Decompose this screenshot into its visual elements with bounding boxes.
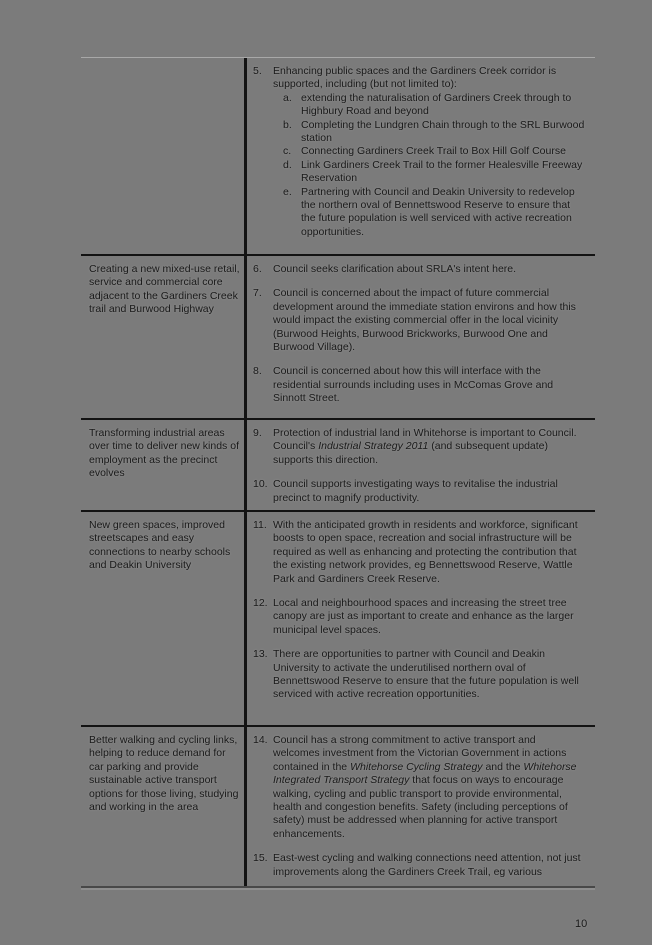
sub-item (283, 145, 585, 158)
text-run: that focus on ways to encourage walking, cycling and public transport to provide environmental, health and congestion benefits. Safety (including perceptions of safety) must be addressed when planning for active transport enhancements. (273, 774, 568, 840)
response-text (273, 65, 585, 239)
sub-item-text: Partnering with Council and Deakin University to redevelop the northern oval of Bennettswood Reserve to ensure that the future population is well serviced with active recreation opportunities. (301, 185, 575, 238)
sub-item (283, 92, 585, 119)
response-item (253, 365, 585, 405)
sub-item (283, 186, 585, 240)
response-text (273, 519, 585, 586)
text-run: Council is concerned about the impact of future commercial development around the immediate station environs and how this would impact the existing commercial offer in the local vicinity (Burwood Heights, Burwood Brickworks, Burwood One and Burwood Village). (273, 287, 576, 354)
theme-text: Transforming industrial areas over time to deliver new kinds of employment as the precinct evolves (89, 427, 239, 480)
response-text (273, 478, 585, 505)
text-run: Protection of industrial land in Whitehorse is important to Council. Council's (273, 427, 577, 453)
text-run: With the anticipated growth in residents and workforce, significant boosts to open space, recreation and social infrastructure will be required as well as enhancing and protecting the contribution that the existing network provides, eg Bennettswood Reserve, Wattle Park and Gardiners Creek Reserve. (273, 519, 578, 585)
sub-item-text: extending the naturalisation of Gardiners Creek through to Highbury Road and beyond (301, 91, 572, 118)
response-number: 15. (253, 852, 268, 865)
sub-item-text: Connecting Gardiners Creek Trail to Box Hill Golf Course (301, 145, 566, 158)
sub-item (283, 159, 585, 186)
response-item (253, 519, 585, 586)
response-number: 6. (253, 263, 262, 275)
theme-cell (81, 256, 247, 418)
text-run: There are opportunities to partner with Council and Deakin University to activate the underutilised northern oval of Bennettswood Reserve to ensure that the future population is well serviced with active recreation opportunities. (273, 648, 579, 701)
sub-item-letter: e. (283, 185, 292, 198)
table-row (81, 254, 595, 418)
response-table (81, 57, 595, 888)
response-text (273, 365, 585, 405)
response-item (253, 427, 585, 467)
text-run: Local and neighbourhood spaces and increasing the street tree canopy are just as important to create and enhance as the larger municipal level spaces. (273, 597, 574, 636)
response-item (253, 478, 585, 505)
theme-cell (81, 727, 247, 886)
italic-run: Industrial Strategy 2011 (318, 440, 429, 453)
response-number: 9. (253, 427, 262, 439)
text-run: Council is concerned about how this will interface with the residential surrounds including uses in McComas Grove and Sinnott Street. (273, 365, 554, 405)
theme-cell (81, 512, 247, 725)
text-run: and the (482, 760, 524, 773)
response-text (273, 427, 585, 467)
sub-item-letter: c. (283, 145, 292, 158)
response-number: 12. (253, 597, 268, 610)
sub-list (283, 92, 585, 239)
table-row (81, 418, 595, 510)
response-item (253, 734, 585, 841)
table-row (81, 58, 595, 254)
response-item (253, 65, 585, 239)
response-item (253, 263, 585, 276)
response-item (253, 597, 585, 637)
responses-cell (247, 512, 595, 725)
sub-item-text: Completing the Lundgren Chain through to the SRL Burwood station (301, 118, 585, 145)
response-item (253, 287, 585, 354)
text-run: (and subsequent update) supports this direction. (273, 440, 549, 466)
response-number: 10. (253, 478, 268, 491)
italic-run: Whitehorse Cycling Strategy (350, 760, 483, 773)
response-number: 14. (253, 734, 268, 746)
page-number: 10 (575, 918, 588, 930)
table-row (81, 725, 595, 886)
responses-cell (247, 420, 595, 510)
text-run: East-west cycling and walking connections need attention, not just improvements along the Gardiners Creek Trail, eg various (273, 852, 581, 878)
text-run: Council has a strong commitment to active transport and welcomes investment from the Victorian Government in actions contained in the (273, 734, 567, 773)
text-run: Council supports investigating ways to revitalise the industrial precinct to magnify productivity. (273, 478, 558, 504)
theme-cell (81, 420, 247, 510)
theme-text: Creating a new mixed-use retail, service and commercial core adjacent to the Gardiners Creek trail and Burwood Highway (89, 263, 240, 316)
responses-cell (247, 58, 595, 254)
response-number: 5. (253, 65, 262, 77)
table-row (81, 510, 595, 725)
theme-text: Better walking and cycling links, helping to reduce demand for car parking and provide sustainable active transport options for those living, studying and working in the area (89, 734, 239, 814)
theme-text: New green spaces, improved streetscapes and easy connections to nearby schools and Deakin University (89, 519, 231, 572)
response-text (273, 287, 585, 354)
response-number: 13. (253, 648, 268, 661)
response-text (273, 597, 585, 637)
text-run: Enhancing public spaces and the Gardiners Creek corridor is supported, including (but not limited to): (273, 65, 557, 91)
responses-cell (247, 727, 595, 886)
sub-item-letter: a. (283, 91, 292, 104)
text-run: Council seeks clarification about SRLA's intent here. (273, 263, 517, 275)
response-item (253, 852, 585, 879)
sub-item (283, 119, 585, 146)
response-number: 8. (253, 365, 262, 378)
sub-item-letter: d. (283, 158, 292, 171)
response-number: 11. (253, 519, 267, 531)
response-number: 7. (253, 287, 262, 300)
response-text (273, 852, 585, 879)
response-text (273, 263, 585, 276)
responses-cell (247, 256, 595, 418)
sub-item-text: Link Gardiners Creek Trail to the former Healesville Freeway Reservation (301, 158, 583, 185)
italic-run: Whitehorse Integrated Transport Strategy (273, 760, 577, 787)
theme-cell (81, 58, 247, 254)
sub-item-letter: b. (283, 118, 292, 131)
response-text (273, 648, 585, 702)
response-text (273, 734, 585, 841)
response-item (253, 648, 585, 702)
